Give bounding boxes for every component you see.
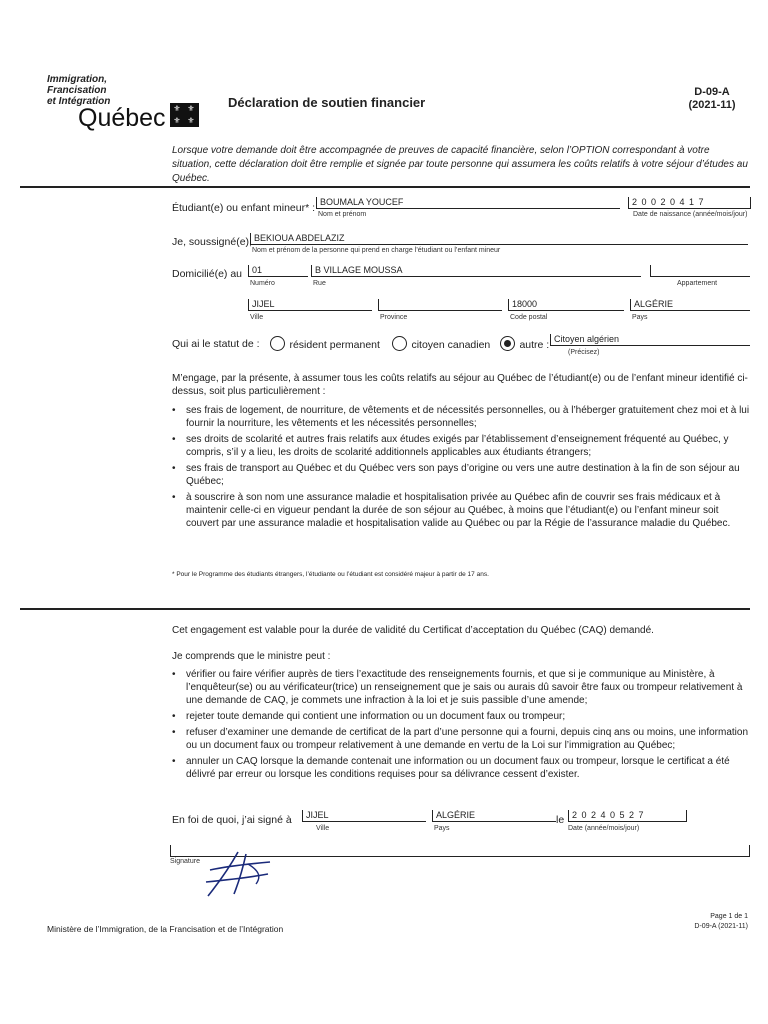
form-title: Déclaration de soutien financier [228, 95, 426, 110]
signed-date-caption: Date (année/mois/jour) [568, 825, 640, 832]
address-apartment-caption: Appartement [677, 280, 718, 287]
section-divider [20, 186, 750, 188]
address-label: Domicilié(e) au [172, 268, 243, 280]
birth-date-caption: Date de naissance (année/mois/jour) [633, 211, 748, 218]
ministry-name: Immigration, Francisation et Intégration [47, 74, 111, 107]
list-item: • refuser d’examiner une demande de certificat de la part d’une personne qui a fourni, depuis cinq ans ou moins, une information ou un document faux ou trompeur relativement à une demande en vertu de la Loi sur l’immigration au Québec; [172, 726, 750, 752]
address-country-field[interactable]: ALGÉRIE [630, 299, 750, 311]
signed-le-label: le [556, 814, 565, 826]
student-label: Étudiant(e) ou enfant mineur* : [172, 202, 316, 214]
status-other-field[interactable]: Citoyen algérien [550, 334, 750, 346]
address-number-field[interactable]: 01 [248, 265, 308, 277]
footer-ministry: Ministère de l’Immigration, de la Francisation et de l’Intégration [47, 924, 284, 934]
minister-list [172, 668, 750, 784]
sponsor-name-field[interactable]: BEKIOUA ABDELAZIZ [250, 233, 748, 245]
list-item: • annuler un CAQ lorsque la demande contenait une information ou un document faux ou trompeur, lorsque le certificat a été délivré par erreur ou lorsque les conditions requises pour sa délivrance cessent d’exister. [172, 755, 750, 781]
list-item: • ses droits de scolarité et autres frais relatifs aux études exigés par l’établissement d’enseignement fréquenté au Québec, y compris, s’il y a lieu, les droits de scolarité additionnels applicables aux étudiants étrangers; [172, 433, 750, 459]
address-city-field[interactable]: JIJEL [248, 299, 372, 311]
student-birth-date-field[interactable]: 2 0 0 2 0 4 1 7 [628, 197, 751, 209]
address-postal-code-field[interactable]: 18000 [508, 299, 624, 311]
list-item: • vérifier ou faire vérifier auprès de tiers l’exactitude des renseignements fournis, et que si je communique au Ministère, à l’enquêteur(se) ou au vérificateur(trice) un renseignement que je sais ou aurais dû savoir être faux ou trompeur relativement à une demande de CAQ, je commets une infraction à la loi et je suis passible d’une amende; [172, 668, 750, 707]
student-name-field[interactable]: BOUMALA YOUCEF [316, 197, 620, 209]
radio-checked-icon[interactable] [500, 336, 515, 351]
signed-date-field[interactable]: 2 0 2 4 0 5 2 7 [568, 810, 687, 822]
address-province-field[interactable] [378, 299, 502, 311]
signed-city-field[interactable]: JIJEL [302, 810, 426, 822]
footnote: * Pour le Programme des étudiants étrangers, l’étudiante ou l’étudiant est considéré majeur à partir de 17 ans. [172, 571, 489, 578]
status-label: Qui ai le statut de : [172, 338, 260, 350]
address-street-caption: Rue [313, 280, 326, 287]
sponsor-name-caption: Nom et prénom de la personne qui prend en charge l’étudiant ou l’enfant mineur [252, 247, 501, 254]
status-option-canadian-citizen[interactable]: citoyen canadien [392, 335, 490, 353]
commitment-list [172, 404, 750, 533]
address-city-caption: Ville [250, 314, 264, 321]
quebec-wordmark: Québec [78, 104, 166, 132]
commitment-intro: M’engage, par la présente, à assumer tous les coûts relatifs au séjour au Québec de l’étudiant(e) ou de l’enfant mineur identifié ci-dessus, soit plus particulièrement : [172, 373, 748, 397]
sponsor-label: Je, soussigné(e), [172, 236, 252, 248]
intro-text: Lorsque votre demande doit être accompagnée de preuves de capacité financière, selon l’OPTION correspondant à votre situation, cette déclaration doit être remplie et signée par toute personne qui assumera les coûts relatifs à votre séjour d’études au Québec. [172, 145, 748, 184]
status-other-caption: (Précisez) [568, 349, 600, 356]
list-item: • ses frais de transport au Québec et du Québec vers son pays d’origine ou vers une autre destination à la fin de son séjour au Québec; [172, 462, 750, 488]
signature-caption: Signature [170, 858, 200, 865]
minister-intro: Je comprends que le ministre peut : [172, 651, 331, 662]
address-apartment-field[interactable] [650, 265, 750, 277]
signed-label: En foi de quoi, j’ai signé à [172, 814, 292, 826]
address-postal-code-caption: Code postal [510, 314, 548, 321]
radio-unchecked-icon[interactable] [392, 336, 407, 351]
status-option-permanent-resident[interactable]: résident permanent [270, 335, 380, 353]
footer-page-info: Page 1 de 1 D-09-A (2021-11) [694, 913, 748, 930]
list-item: • ses frais de logement, de nourriture, de vêtements et de nécessités personnelles, ou à l’héberger gratuitement chez moi et à lui fournir la nourriture, les vêtements et les nécessités personnelles; [172, 404, 750, 430]
list-item: • rejeter toute demande qui contient une information ou un document faux ou trompeur; [172, 710, 750, 723]
signed-city-caption: Ville [316, 825, 330, 832]
section-divider [20, 608, 750, 610]
student-name-caption: Nom et prénom [318, 211, 367, 218]
radio-unchecked-icon[interactable] [270, 336, 285, 351]
list-item: • à souscrire à son nom une assurance maladie et hospitalisation privée au Québec afin de couvrir ses frais médicaux et à maintenir celle-ci en vigueur pendant la durée de son séjour au Québec, à moins que l’étudiant(e) ou l’enfant mineur soit couvert par une assurance maladie et hospitalisation valide au Québec ou par la Régie de l’assurance maladie du Québec. [172, 491, 750, 530]
fleurdelise-logo-icon: ⚜ ⚜ ⚜ ⚜ [170, 103, 199, 127]
address-country-caption: Pays [632, 314, 648, 321]
address-province-caption: Province [380, 314, 408, 321]
form-code: D-09-A (2021-11) [688, 86, 736, 111]
address-street-field[interactable]: B VILLAGE MOUSSA [311, 265, 641, 277]
handwritten-signature-icon [198, 850, 278, 900]
signed-country-caption: Pays [434, 825, 450, 832]
signed-country-field[interactable]: ALGÉRIE [432, 810, 556, 822]
address-number-caption: Numéro [250, 280, 275, 287]
status-option-other[interactable]: autre : [500, 335, 549, 353]
validity-text: Cet engagement est valable pour la durée de validité du Certificat d’acceptation du Québec (CAQ) demandé. [172, 625, 654, 636]
